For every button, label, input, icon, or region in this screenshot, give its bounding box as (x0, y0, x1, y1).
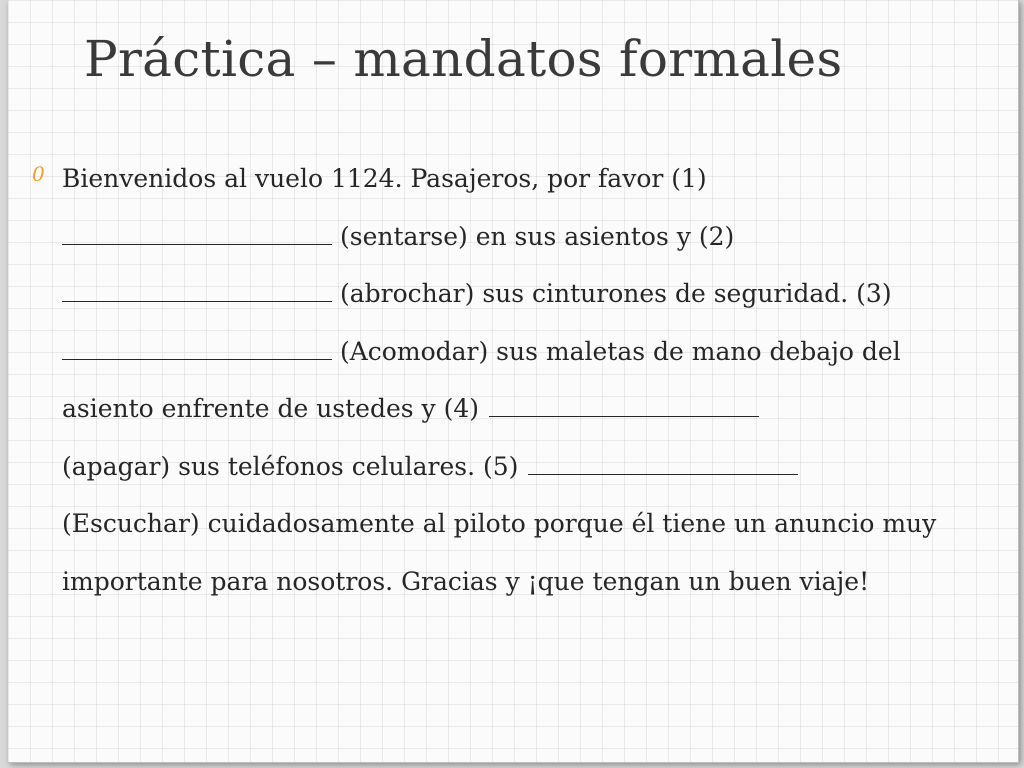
passage-segment-2: (sentarse) en sus asientos y (2) (340, 221, 735, 251)
bullet-marker: 0 (32, 162, 45, 186)
answer-blank-1[interactable] (62, 222, 332, 245)
passage-segment-5: (apagar) sus teléfonos celulares. (5) (62, 451, 519, 481)
answer-blank-4[interactable] (489, 394, 759, 417)
bullet-list-item (32, 150, 992, 610)
passage-segment-4: (Acomodar) sus maletas de mano debajo del asiento enfrente de ustedes y (4) (62, 336, 901, 423)
answer-blank-2[interactable] (62, 279, 332, 302)
answer-blank-5[interactable] (528, 452, 798, 475)
passage-segment-6: (Escuchar) cuidadosamente al piloto porque él tiene un anuncio muy importante para nosotros. Gracias y ¡que tengan un buen viaje! (62, 509, 937, 596)
passage-segment-3: (abrochar) sus cinturones de seguridad. (3) (340, 279, 892, 308)
slide (8, 0, 1019, 763)
exercise-passage (32, 150, 992, 610)
passage-segment-1: Bienvenidos al vuelo 1124. Pasajeros, por favor (1) (62, 164, 707, 193)
slide-title: Práctica – mandatos formales (84, 30, 843, 88)
answer-blank-3[interactable] (62, 337, 332, 360)
